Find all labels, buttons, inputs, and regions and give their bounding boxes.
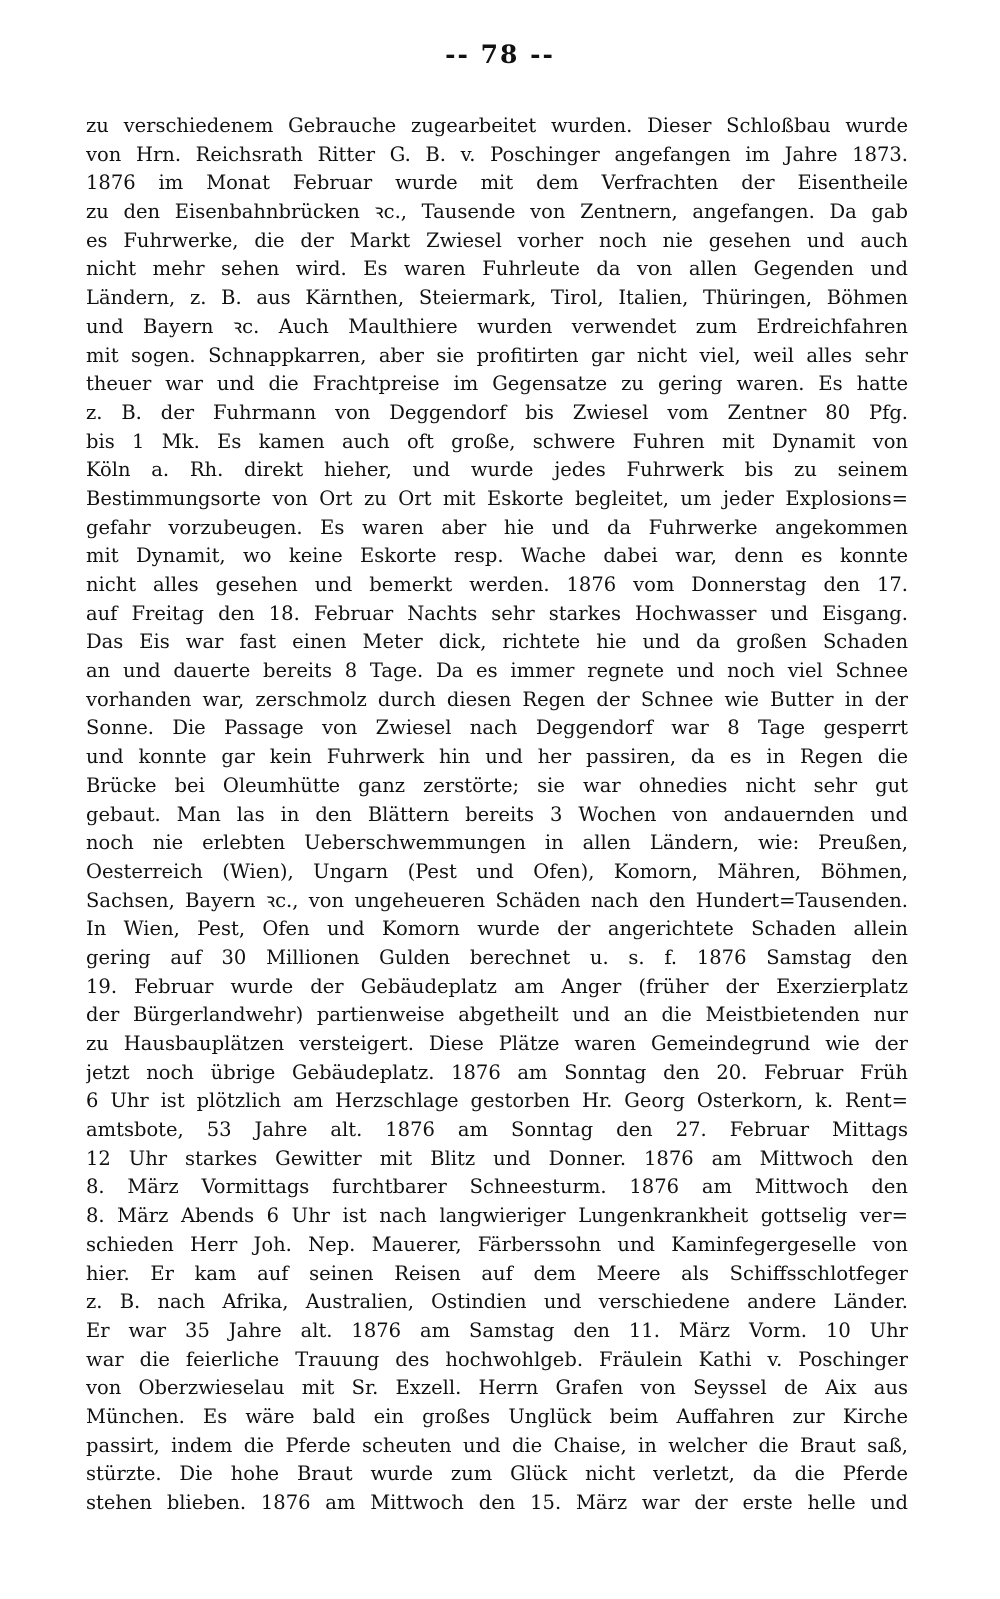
text-line: Sonne. Die Passage von Zwiesel nach Deggendorf war 8 Tage gesperrt [86,716,908,740]
text-line: theuer war und die Frachtpreise im Gegensatze zu gering waren. Es hatte [86,372,908,396]
text-line: 12 Uhr starkes Gewitter mit Blitz und Donner. 1876 am Mittwoch den [86,1146,908,1170]
text-line: gering auf 30 Millionen Gulden berechnet u. s. f. 1876 Samstag den [86,945,908,969]
text-line: nicht alles gesehen und bemerkt werden. 1876 vom Donnerstag den 17. [86,573,908,596]
text-line: gefahr vorzubeugen. Es waren aber hie und da Fuhrwerke angekommen [86,515,908,539]
text-line: München. Es wäre bald ein großes Unglück beim Auffahren zur Kirche [86,1404,908,1428]
text-line: zu Hausbauplätzen versteigert. Diese Plätze waren Gemeindegrund wie der [86,1032,908,1055]
text-line: mit sogen. Schnappkarren, aber sie profitirten gar nicht viel, weil alles sehr [86,343,908,367]
text-line: mit Dynamit, wo keine Eskorte resp. Wache dabei war, denn es konnte [86,544,908,568]
text-line: gebaut. Man las in den Blättern bereits 3 Wochen von andauernden und [86,802,908,826]
text-line: Sachsen, Bayern ꝛc., von ungeheueren Schäden nach den Hundert=Tausenden. [86,888,908,912]
text-line: passirt, indem die Pferde scheuten und die Chaise, in welcher die Braut saß, [86,1433,908,1457]
text-line: von Hrn. Reichsrath Ritter G. B. v. Poschinger angefangen im Jahre 1873. [86,142,908,166]
text-line: 1876 im Monat Februar wurde mit dem Verfrachten der Eisentheile [86,171,908,195]
text-line: hier. Er kam auf seinen Reisen auf dem Meere als Schiffsschlotfeger [86,1261,908,1285]
text-line: war die feierliche Trauung des hochwohlgeb. Fräulein Kathi v. Poschinger [86,1347,908,1371]
text-line: noch nie erlebten Ueberschwemmungen in allen Ländern, wie: Preußen, [86,831,908,855]
text-line: Er war 35 Jahre alt. 1876 am Samstag den 11. März Vorm. 10 Uhr [86,1318,908,1342]
text-line: Bestimmungsorte von Ort zu Ort mit Eskorte begleitet, um jeder Explosions= [86,486,908,510]
text-line: Brücke bei Oleumhütte ganz zerstörte; sie war ohnedies nicht sehr gut [86,773,908,797]
text-line: an und dauerte bereits 8 Tage. Da es immer regnete und noch viel Schnee [86,659,908,683]
text-line: schieden Herr Joh. Nep. Mauerer, Färberssohn und Kaminfegergeselle von [86,1232,908,1256]
text-line: jetzt noch übrige Gebäudeplatz. 1876 am Sonntag den 20. Februar Früh [86,1060,908,1084]
text-line: 8. März Abends 6 Uhr ist nach langwieriger Lungenkrankheit gottselig ver= [86,1204,908,1228]
page-number: -- 78 -- [445,40,555,69]
text-line: Ländern, z. B. aus Kärnthen, Steiermark, Tirol, Italien, Thüringen, Böhmen [86,286,908,310]
text-line: es Fuhrwerke, die der Markt Zwiesel vorher noch nie gesehen und auch [86,228,908,252]
body-text [86,112,908,1518]
text-line: der Bürgerlandwehr) partienweise abgetheilt und an die Meistbietenden nur [86,1003,908,1027]
text-line: stehen blieben. 1876 am Mittwoch den 15. März war der erste helle und [86,1491,908,1514]
text-line: z. B. nach Afrika, Australien, Ostindien und verschiedene andere Länder. [86,1290,908,1314]
text-line: z. B. der Fuhrmann von Deggendorf bis Zwiesel vom Zentner 80 Pfg. [86,400,908,424]
text-line: und konnte gar kein Fuhrwerk hin und her passiren, da es in Regen die [86,745,908,769]
text-line: In Wien, Pest, Ofen und Komorn wurde der angerichtete Schaden allein [86,917,908,941]
text-line: 6 Uhr ist plötzlich am Herzschlage gestorben Hr. Georg Osterkorn, k. Rent= [86,1089,908,1113]
text-line: nicht mehr sehen wird. Es waren Fuhrleute da von allen Gegenden und [86,257,908,281]
text-line: vorhanden war, zerschmolz durch diesen Regen der Schnee wie Butter in der [86,687,908,711]
text-line: Köln a. Rh. direkt hieher, und wurde jedes Fuhrwerk bis zu seinem [86,458,908,482]
text-line: auf Freitag den 18. Februar Nachts sehr starkes Hochwasser und Eisgang. [86,601,908,625]
text-line: 8. März Vormittags furchtbarer Schneesturm. 1876 am Mittwoch den [86,1175,908,1199]
text-line: zu verschiedenem Gebrauche zugearbeitet wurden. Dieser Schloßbau wurde [86,114,908,137]
text-line: amtsbote, 53 Jahre alt. 1876 am Sonntag den 27. Februar Mittags [86,1118,908,1142]
text-line: von Oberzwieselau mit Sr. Exzell. Herrn Grafen von Seyssel de Aix aus [86,1376,908,1400]
text-line: Das Eis war fast einen Meter dick, richtete hie und da großen Schaden [86,630,908,654]
text-line: zu den Eisenbahnbrücken ꝛc., Tausende von Zentnern, angefangen. Da gab [86,200,908,224]
text-line: 19. Februar wurde der Gebäudeplatz am Anger (früher der Exerzierplatz [86,974,908,998]
text-line: und Bayern ꝛc. Auch Maulthiere wurden verwendet zum Erdreichfahren [86,314,908,338]
text-line: bis 1 Mk. Es kamen auch oft große, schwere Fuhren mit Dynamit von [86,429,908,453]
text-line: Oesterreich (Wien), Ungarn (Pest und Ofen), Komorn, Mähren, Böhmen, [86,859,908,883]
text-line: stürzte. Die hohe Braut wurde zum Glück nicht verletzt, da die Pferde [86,1462,908,1486]
